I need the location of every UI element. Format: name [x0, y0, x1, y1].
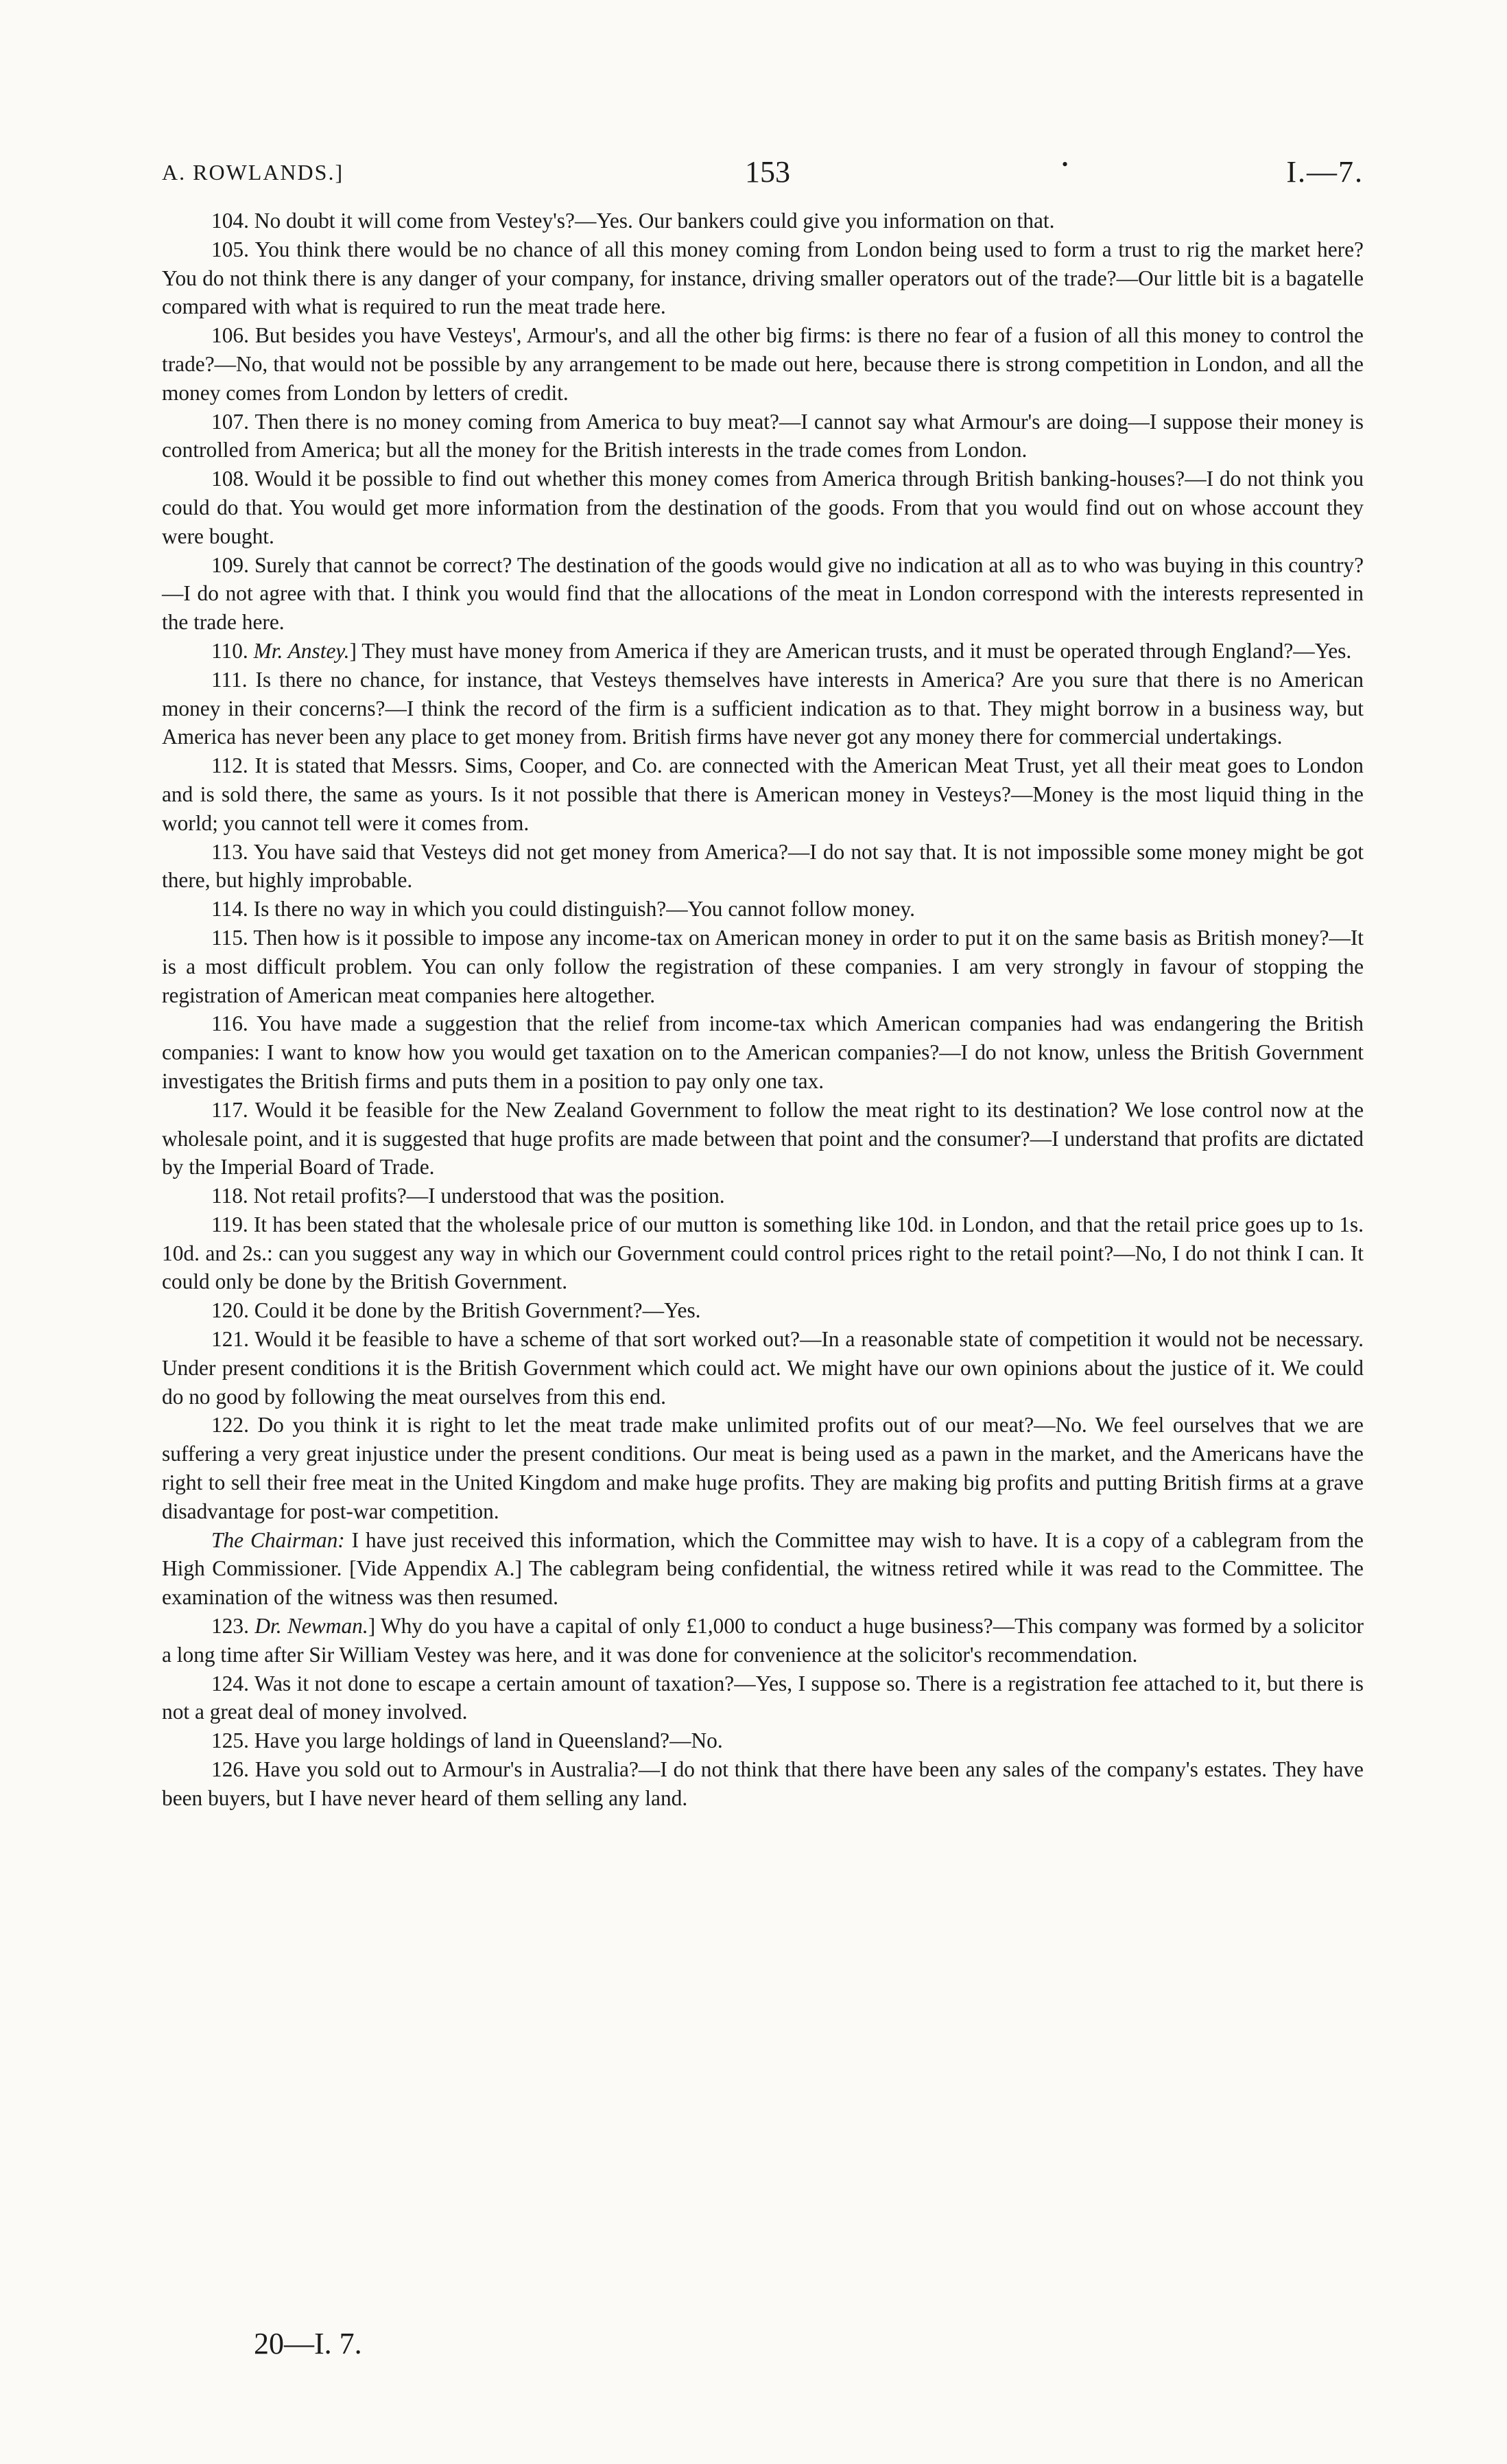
- testimony-body: [162, 207, 1364, 1813]
- question-text: Then how is it possible to impose any income-tax on American money in order to put it on the same basis as British money?—It is a most difficult problem. You can only follow the registration of these companies. I am very strongly in favour of stopping the registration of American meat companies here altogether.: [162, 925, 1364, 1007]
- question-122: [162, 1411, 1364, 1525]
- question-text: Is there no way in which you could distinguish?—You cannot follow money.: [253, 897, 915, 922]
- question-121: [162, 1325, 1364, 1411]
- statement-text: I have just received this information, which the Committee may wish to have. It is a copy of a cablegram from the High Commissioner.: [162, 1527, 1364, 1581]
- question-124: [162, 1669, 1364, 1727]
- question-107: [162, 408, 1364, 465]
- question-110: 110. Mr. Anstey.] They must have money from America if they are American trusts, and it must be operated through England?—Yes.: [211, 638, 1352, 663]
- question-119: [162, 1210, 1364, 1296]
- question-117: [162, 1096, 1364, 1182]
- question-number: 121.: [211, 1327, 249, 1352]
- question-123: 123. Dr. Newman.] Why do you have a capital of only £1,000 to conduct a huge business?—This company was formed by a solicitor a long time after Sir William Vestey was here, and it was done for convenience at the solicitor's recommendation.: [162, 1614, 1364, 1667]
- appendix-reference: [Vide Appendix A.]: [349, 1556, 522, 1581]
- question-text: Do you think it is right to let the meat trade make unlimited profits out of our meat?—No. We feel ourselves that we are suffering a very great injustice under the present conditions. Our meat is being used as a pawn in the market, and the Americans have the right to sell their free meat in the United Kingdom and make huge profits. They are making big profits and putting British firms at a grave disadvantage for post-war competition.: [162, 1413, 1364, 1523]
- speaker-name: Dr. Newman.: [254, 1614, 368, 1639]
- question-number: 120.: [211, 1298, 249, 1323]
- question-text: Is there no chance, for instance, that Vesteys themselves have interests in America? Are you sure that there is no American money in their concerns?—I think the record of the firm is a sufficient indication as to that. They might borrow in a business way, but America has never been any place to get money from. British firms have never got any money there for commercial undertakings.: [162, 667, 1364, 749]
- question-number: 117.: [211, 1097, 248, 1122]
- question-number: 111.: [211, 667, 248, 692]
- question-118: [162, 1182, 1364, 1210]
- question-number: 109.: [211, 552, 249, 577]
- question-116: [162, 1009, 1364, 1095]
- question-text: Have you large holdings of land in Queensland?—No.: [254, 1728, 723, 1753]
- question-text: No doubt it will come from Vestey's?—Yes. Our bankers could give you information on that.: [254, 209, 1055, 233]
- question-120: [162, 1296, 1364, 1325]
- question-text: But besides you have Vesteys', Armour's, and all the other big firms: is there no fear of a fusion of all this money to control the trade?—No, that would not be possible by any arrangement to be made out here, because there is strong competition in London, and all the money comes from London by letters of credit.: [162, 323, 1364, 405]
- question-number: 123.: [211, 1614, 249, 1639]
- question-text: Would it be possible to find out whether this money comes from America through British banking-houses?—I do not think you could do that. You would get more information from the destination of the goods. From that you would find out on whose account they were bought.: [162, 467, 1364, 548]
- question-number: 108.: [211, 467, 249, 491]
- signature-mark: 20—I. 7.: [254, 2327, 362, 2360]
- bullet-mark: •: [1062, 154, 1069, 174]
- question-text: You think there would be no chance of all this money coming from London being used to form a trust to rig the market here? You do not think there is any danger of your company, for instance, driving smaller operators out of the trade?—Our little bit is a bagatelle compared with what is required to run the meat trade here.: [162, 237, 1364, 319]
- question-number: 115.: [211, 925, 248, 950]
- statement-text-continued: The cablegram being confidential, the witness retired while it was read to the Committee. The examination of the witness was then resumed.: [162, 1556, 1364, 1610]
- question-number: 112.: [211, 753, 248, 778]
- page-number: 153: [745, 155, 790, 189]
- question-113: [162, 838, 1364, 895]
- speaker-name: The Chairman:: [211, 1527, 345, 1552]
- question-109: [162, 551, 1364, 637]
- question-text: It is stated that Messrs. Sims, Cooper, and Co. are connected with the American Meat Trust, yet all their meat goes to London and is sold there, the same as yours. Is it not possible that there is American money in Vesteys?—Money is the most liquid thing in the world; you cannot tell were it comes from.: [162, 753, 1364, 835]
- question-text: Could it be done by the British Government?—Yes.: [254, 1298, 701, 1323]
- question-108: [162, 465, 1364, 550]
- page-header: [162, 154, 1364, 202]
- question-text: You have made a suggestion that the relief from income-tax which American companies had was endangering the British companies: I want to know how you would get taxation on to the American companies?—I do not know, unless the British Government investigates the British firms and puts them in a position to pay only one tax.: [162, 1011, 1364, 1093]
- question-text: Not retail profits?—I understood that was the position.: [253, 1184, 725, 1208]
- question-number: 122.: [211, 1413, 249, 1438]
- question-number: 124.: [211, 1671, 249, 1696]
- question-number: 105.: [211, 237, 249, 261]
- question-105: [162, 235, 1364, 321]
- question-number: 113.: [211, 839, 248, 864]
- question-number: 116.: [211, 1011, 248, 1036]
- question-text: Would it be feasible for the New Zealand Government to follow the meat right to its destination? We lose control now at the wholesale point, and it is suggested that huge profits are made between that point and the consumer?—I understand that profits are dictated by the Imperial Board of Trade.: [162, 1097, 1364, 1180]
- question-112: [162, 751, 1364, 837]
- question-number: 104.: [211, 209, 249, 233]
- question-text: It has been stated that the wholesale price of our mutton is something like 10d. in London, and that the retail price goes up to 1s. 10d. and 2s.: can you suggest any way in which our Government could control prices right to the retail point?—No, I do not think I can. It could only be done by the British Government.: [162, 1212, 1364, 1294]
- question-115: [162, 924, 1364, 1009]
- question-104: [162, 207, 1364, 235]
- question-number: 118.: [211, 1184, 248, 1208]
- question-106: [162, 321, 1364, 407]
- question-number: 125.: [211, 1728, 249, 1753]
- question-text: They must have money from America if they are American trusts, and it must be operated through England?—Yes.: [361, 638, 1352, 663]
- witness-name: A. ROWLANDS.]: [162, 160, 344, 185]
- question-text: Would it be feasible to have a scheme of that sort worked out?—In a reasonable state of competition it would not be necessary. Under present conditions it is the British Government which could act. We might have our own opinions about the justice of it. We could do no good by following the meat ourselves from this end.: [162, 1327, 1364, 1409]
- question-text: Surely that cannot be correct? The destination of the goods would give no indication at all as to who was buying in this country?—I do not agree with that. I think you would find that the allocations of the meat in London correspond with the interests represented in the trade here.: [162, 552, 1364, 635]
- question-text: Why do you have a capital of only £1,000 to conduct a huge business?—This company was formed by a solicitor a long time after Sir William Vestey was here, and it was done for convenience at the solicitor's recommendation.: [162, 1614, 1364, 1667]
- question-number: 107.: [211, 409, 249, 434]
- question-text: You have said that Vesteys did not get money from America?—I do not say that. It is not impossible some money might be got there, but highly improbable.: [162, 839, 1364, 893]
- question-text: Have you sold out to Armour's in Australia?—I do not think that there have been any sales of the company's estates. They have been buyers, but I have never heard of them selling any land.: [162, 1757, 1364, 1810]
- question-number: 110.: [211, 638, 248, 663]
- question-number: 106.: [211, 323, 249, 348]
- question-125: [162, 1726, 1364, 1755]
- question-text: Then there is no money coming from America to buy meat?—I cannot say what Armour's are doing—I suppose their money is controlled from America; but all the money for the British interests in the trade comes from London.: [162, 409, 1364, 462]
- document-page: [162, 154, 1364, 1813]
- document-code: I.—7.: [1286, 155, 1364, 189]
- question-number: 126.: [211, 1757, 249, 1782]
- chairman-statement: [162, 1526, 1364, 1612]
- question-text: Was it not done to escape a certain amount of taxation?—Yes, I suppose so. There is a registration fee attached to it, but there is not a great deal of money involved.: [162, 1671, 1364, 1724]
- speaker-name: Mr. Anstey.: [253, 638, 350, 663]
- question-114: [162, 895, 1364, 924]
- question-126: [162, 1755, 1364, 1813]
- question-number: 114.: [211, 897, 248, 922]
- question-number: 119.: [211, 1212, 248, 1236]
- question-111: [162, 666, 1364, 751]
